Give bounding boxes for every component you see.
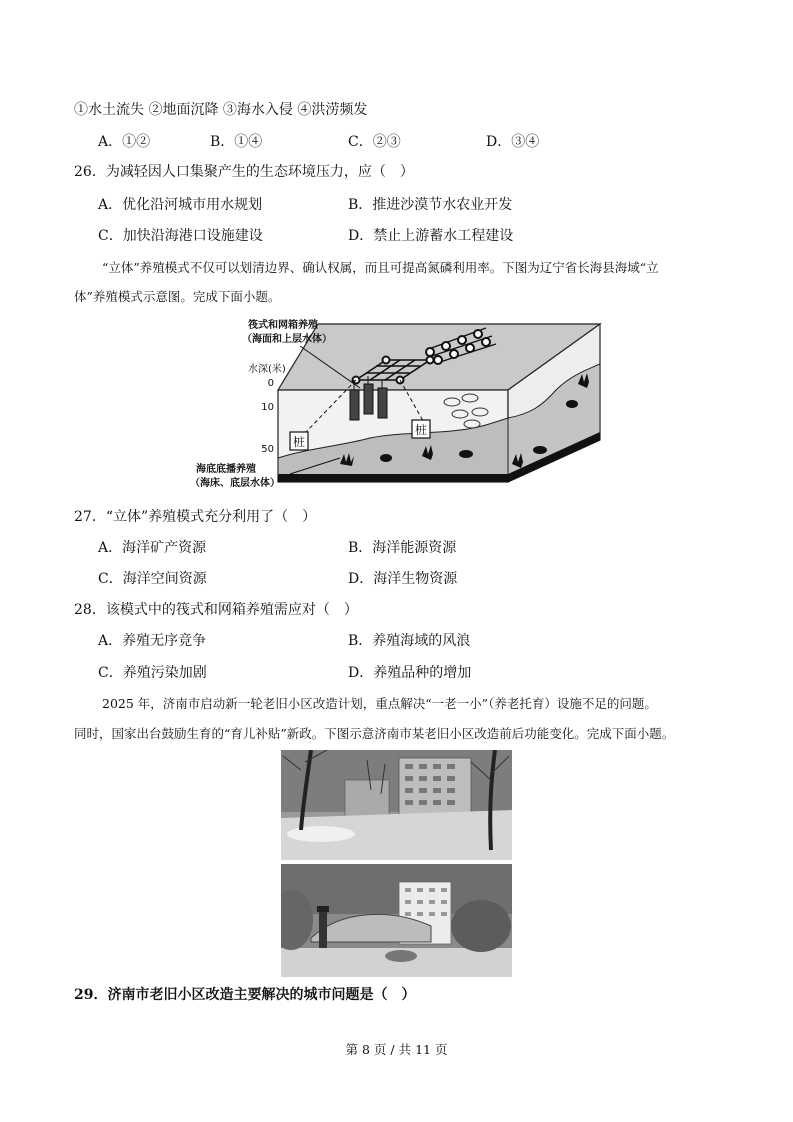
q25-option-b[interactable]: B．①④ bbox=[210, 134, 263, 150]
passage1-line2: 体”养殖模式示意图。完成下面小题。 bbox=[74, 289, 281, 304]
raft-cage-label: 筏式和网箱养殖 bbox=[248, 320, 318, 331]
depth-axis-title: 水深(米) bbox=[248, 364, 286, 375]
passage2-line2: 同时，国家出台鼓励生育的“育儿补贴”新政。下图示意济南市某老旧小区改造前后功能变化。完成下面小题。 bbox=[74, 726, 675, 741]
q25-items: ①水土流失 ②地面沉降 ③海水入侵 ④洪涝频发 bbox=[74, 102, 368, 118]
q25-option-a[interactable]: A．①② bbox=[98, 134, 151, 150]
stake-right-label: 桩 bbox=[414, 423, 428, 437]
q27-option-d[interactable]: D．海洋生物资源 bbox=[348, 571, 458, 587]
q26-option-b[interactable]: B．推进沙漠节水农业开发 bbox=[348, 197, 513, 213]
renovation-photos bbox=[281, 750, 512, 977]
raft-cage-sublabel: （海面和上层水体） bbox=[242, 334, 332, 345]
page-footer: 第 8 页 / 共 11 页 bbox=[345, 1042, 448, 1057]
q27-stem: 27．“立体”养殖模式充分利用了（ ） bbox=[74, 509, 317, 525]
q28-option-d[interactable]: D．养殖品种的增加 bbox=[348, 665, 472, 681]
q29-stem: 29．济南市老旧小区改造主要解决的城市问题是（ ） bbox=[74, 987, 416, 1003]
q27-option-b[interactable]: B．海洋能源资源 bbox=[348, 540, 457, 556]
depth-tick-0: 0 bbox=[267, 378, 274, 389]
q26-option-d[interactable]: D．禁止上游蓄水工程建设 bbox=[348, 228, 514, 244]
q28-option-b[interactable]: B．养殖海域的风浪 bbox=[348, 633, 471, 649]
q28-option-c[interactable]: C．养殖污染加剧 bbox=[98, 665, 207, 681]
q26-option-c[interactable]: C．加快沿海港口设施建设 bbox=[98, 228, 263, 244]
before-photo bbox=[281, 750, 512, 862]
passage2-line1: 2025 年，济南市启动新一轮老旧小区改造计划，重点解决“一老一小”（养老托育）设施不足的问题。 bbox=[102, 696, 657, 711]
aquaculture-diagram bbox=[190, 318, 610, 490]
q26-stem: 26．为减轻因人口集聚产生的生态环境压力，应（ ） bbox=[74, 164, 414, 180]
seabed-label: 海底底播养殖 bbox=[196, 464, 256, 475]
after-photo bbox=[281, 864, 512, 977]
passage1-line1: “立体”养殖模式不仅可以划清边界、确认权属，而且可提高氮磷利用率。下图为辽宁省长海县海域“立 bbox=[102, 260, 659, 275]
q27-option-a[interactable]: A．海洋矿产资源 bbox=[98, 540, 207, 556]
q25-option-c[interactable]: C．②③ bbox=[348, 134, 401, 150]
q28-option-a[interactable]: A．养殖无序竞争 bbox=[98, 633, 207, 649]
depth-tick-50: 50 bbox=[261, 444, 274, 455]
q28-stem: 28．该模式中的筏式和网箱养殖需应对（ ） bbox=[74, 602, 358, 618]
stake-left-label: 桩 bbox=[292, 435, 306, 449]
seabed-sublabel: （海床、底层水体） bbox=[190, 478, 280, 489]
q26-option-a[interactable]: A．优化沿河城市用水规划 bbox=[98, 197, 263, 213]
q27-option-c[interactable]: C．海洋空间资源 bbox=[98, 571, 207, 587]
depth-tick-10: 10 bbox=[261, 402, 274, 413]
q25-option-d[interactable]: D．③④ bbox=[486, 134, 540, 150]
